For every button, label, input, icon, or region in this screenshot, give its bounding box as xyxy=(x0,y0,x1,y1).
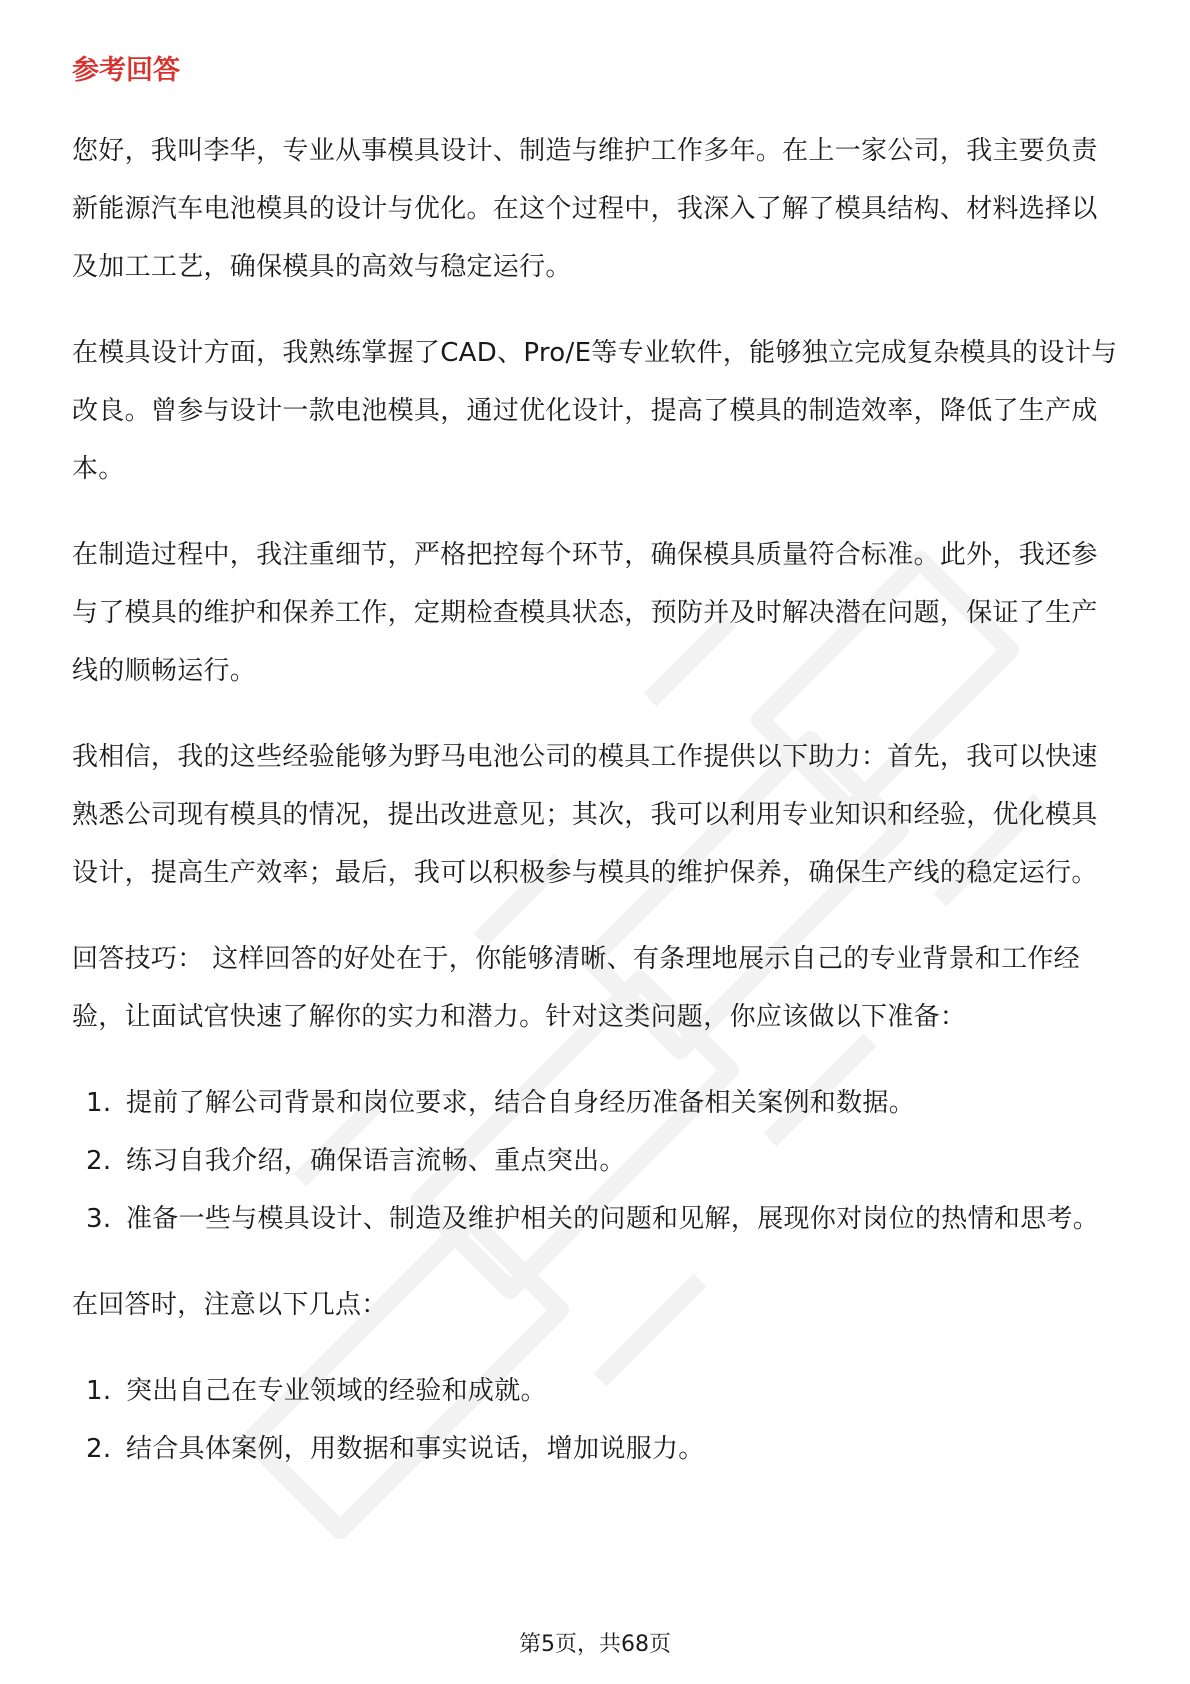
list-number: 3. xyxy=(86,1204,112,1234)
list-item xyxy=(72,1190,1118,1248)
list-number: 2. xyxy=(86,1434,112,1464)
page-footer: 第5页，共68页 xyxy=(519,1632,671,1657)
list-item xyxy=(72,1132,1118,1190)
list-item xyxy=(72,1420,1118,1478)
list-item xyxy=(72,1074,1118,1132)
list-text: 提前了解公司背景和岗位要求，结合自身经历准备相关案例和数据。 xyxy=(126,1088,916,1118)
list-text: 练习自我介绍，确保语言流畅、重点突出。 xyxy=(126,1146,626,1176)
answer-paragraph-2: 在模具设计方面，我熟练掌握了CAD、Pro/E等专业软件，能够独立完成复杂模具的设计与改良。曾参与设计一款电池模具，通过优化设计，提高了模具的制造效率，降低了生产成本。 xyxy=(72,338,1118,484)
list-number: 2. xyxy=(86,1146,112,1176)
prep-list xyxy=(72,1074,1118,1248)
list-text: 结合具体案例，用数据和事实说话，增加说服力。 xyxy=(126,1434,705,1464)
list-item xyxy=(72,1362,1118,1420)
list-text: 准备一些与模具设计、制造及维护相关的问题和见解，展现你对岗位的热情和思考。 xyxy=(126,1204,1100,1234)
list-text: 突出自己在专业领域的经验和成就。 xyxy=(126,1376,547,1406)
answer-paragraph-3: 在制造过程中，我注重细节，严格把控每个环节，确保模具质量符合标准。此外，我还参与了模具的维护和保养工作，定期检查模具状态，预防并及时解决潜在问题，保证了生产线的顺畅运行。 xyxy=(72,540,1098,686)
section-heading: 参考回答 xyxy=(72,55,180,86)
notes-intro: 在回答时，注意以下几点： xyxy=(72,1290,388,1320)
tips-intro: 回答技巧： 这样回答的好处在于，你能够清晰、有条理地展示自己的专业背景和工作经验，让面试官快速了解你的实力和潜力。针对这类问题，你应该做以下准备： xyxy=(72,944,1080,1032)
answer-paragraph-4: 我相信，我的这些经验能够为野马电池公司的模具工作提供以下助力：首先，我可以快速熟悉公司现有模具的情况，提出改进意见；其次，我可以利用专业知识和经验，优化模具设计，提高生产效率；最后，我可以积极参与模具的维护保养，确保生产线的稳定运行。 xyxy=(72,742,1098,888)
answer-paragraph-1: 您好，我叫李华，专业从事模具设计、制造与维护工作多年。在上一家公司，我主要负责新能源汽车电池模具的设计与优化。在这个过程中，我深入了解了模具结构、材料选择以及加工工艺，确保模具的高效与稳定运行。 xyxy=(72,136,1098,282)
list-number: 1. xyxy=(86,1088,112,1118)
document-body xyxy=(72,50,1118,1506)
notes-list xyxy=(72,1362,1118,1478)
list-number: 1. xyxy=(86,1376,112,1406)
